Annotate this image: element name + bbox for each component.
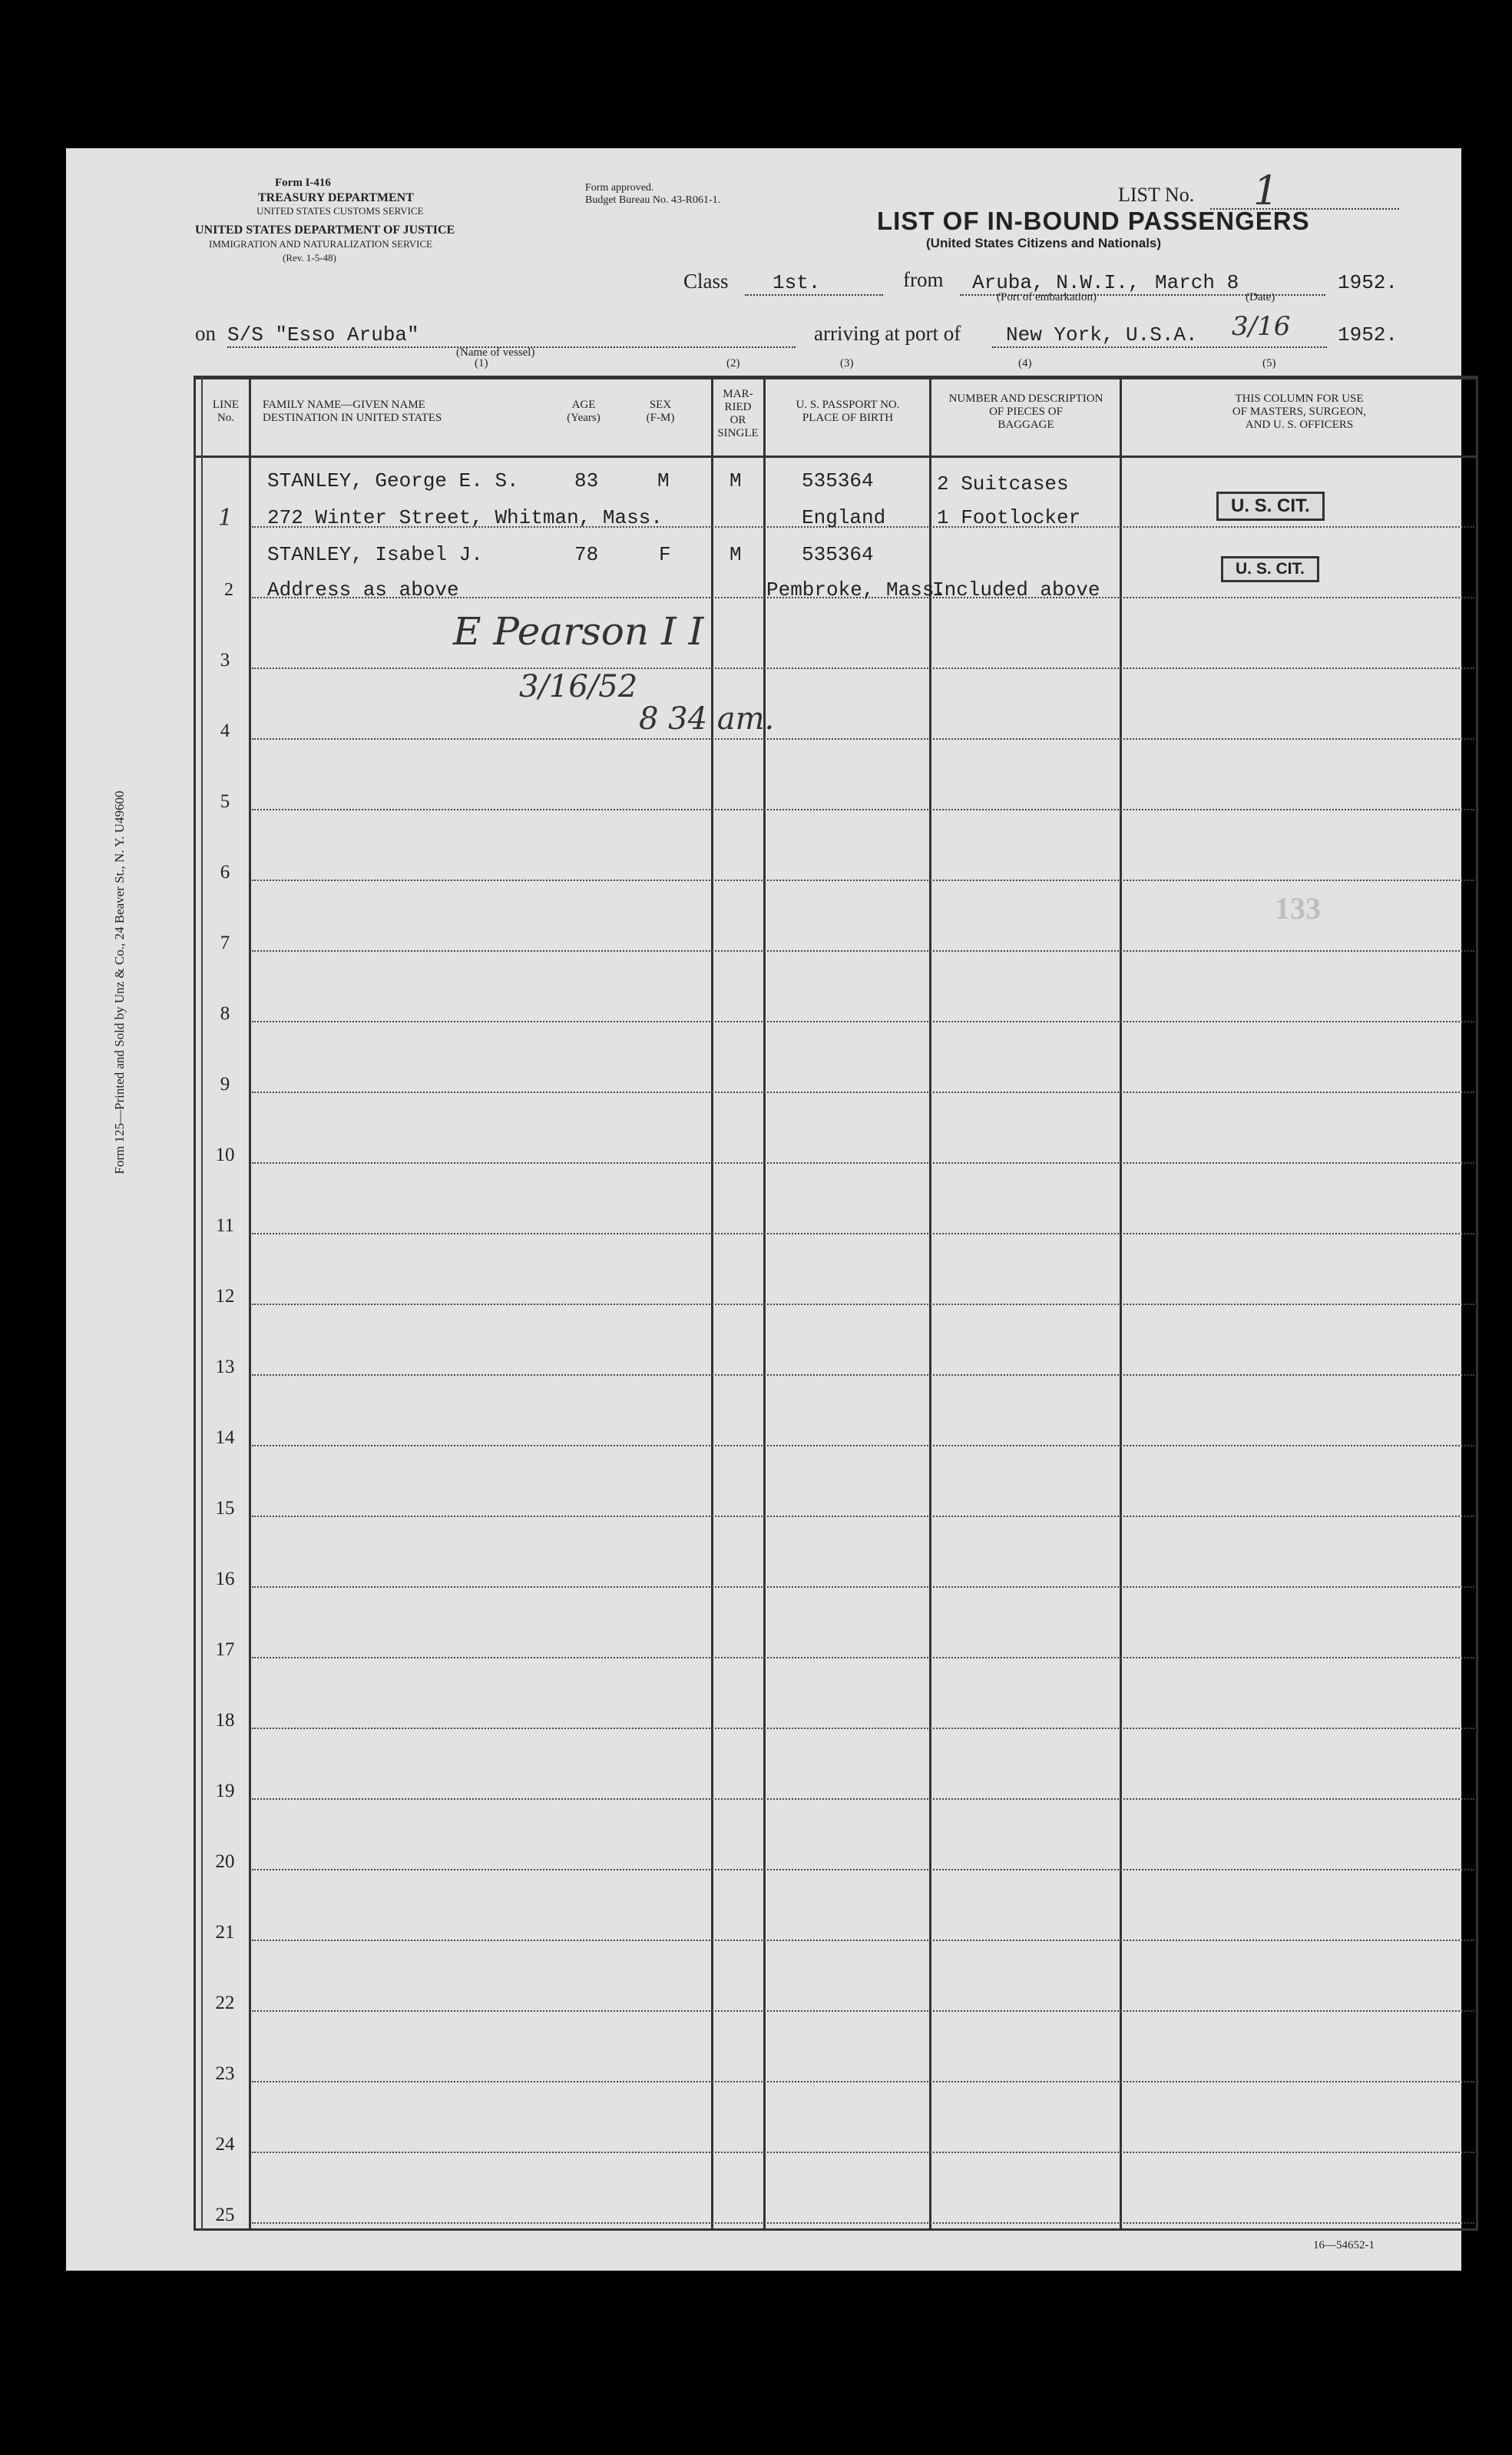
agency-line: UNITED STATES CUSTOMS SERVICE bbox=[256, 205, 424, 217]
header-name: FAMILY NAME—GIVEN NAME DESTINATION IN UNITED STATES bbox=[263, 399, 442, 424]
passenger-age: 83 bbox=[574, 469, 599, 492]
arrival-year: 1952. bbox=[1338, 323, 1398, 346]
row-rule bbox=[252, 2010, 1474, 2012]
handwritten-signature: E Pearson I I bbox=[453, 609, 704, 654]
row-rule bbox=[252, 668, 1474, 669]
row-rule bbox=[252, 1728, 1474, 1729]
list-no-value: 1 bbox=[1253, 168, 1279, 214]
row-rule bbox=[252, 1869, 1474, 1870]
passenger-birthplace: England bbox=[802, 506, 886, 529]
row-rule bbox=[252, 1233, 1474, 1234]
passenger-age: 78 bbox=[574, 543, 599, 566]
approval-line: Form approved. bbox=[585, 182, 654, 194]
header-line-no: LINE No. bbox=[212, 399, 240, 424]
row-rule bbox=[252, 1374, 1474, 1376]
row-number: 22 bbox=[215, 1993, 235, 2013]
row-rule bbox=[252, 880, 1474, 881]
header-married: MAR- RIED OR SINGLE bbox=[717, 388, 759, 439]
date-caption: (Date) bbox=[1246, 291, 1275, 303]
list-no-label: LIST No. bbox=[1118, 184, 1195, 206]
arrival-port: New York, U.S.A. bbox=[1006, 323, 1198, 346]
row-number: 21 bbox=[215, 1922, 235, 1943]
row-number: 15 bbox=[215, 1498, 235, 1519]
table-top-rule bbox=[194, 376, 1477, 379]
row-rule bbox=[252, 738, 1474, 740]
row-number: 20 bbox=[215, 1851, 235, 1872]
departure-date: March 8 bbox=[1155, 271, 1239, 294]
row-rule bbox=[252, 1021, 1474, 1022]
us-citizen-stamp: U. S. CIT. bbox=[1221, 556, 1319, 582]
row-rule bbox=[252, 2152, 1474, 2153]
class-label: Class bbox=[683, 270, 729, 293]
row-number: 16 bbox=[215, 1569, 235, 1589]
row-rule bbox=[252, 2222, 1474, 2224]
page-title: LIST OF IN-BOUND PASSENGERS bbox=[877, 207, 1310, 235]
row-rule bbox=[252, 809, 1474, 810]
table-bottom-rule bbox=[194, 2228, 1477, 2231]
from-label: from bbox=[903, 268, 944, 291]
agency-line: UNITED STATES DEPARTMENT OF JUSTICE bbox=[195, 224, 455, 237]
passenger-baggage-detail: 1 Footlocker bbox=[937, 506, 1081, 529]
handwritten-time: 8 34 am. bbox=[639, 701, 775, 737]
column-rule bbox=[1476, 376, 1478, 2231]
passenger-baggage: 2 Suitcases bbox=[937, 472, 1069, 495]
row-rule bbox=[252, 1304, 1474, 1305]
column-rule bbox=[194, 376, 196, 2231]
port-of-embarkation: Aruba, N.W.I., bbox=[972, 271, 1140, 294]
handwritten-date: 3/16/52 bbox=[519, 669, 638, 704]
passenger-married: M bbox=[730, 469, 742, 492]
passenger-sex: F bbox=[659, 543, 671, 566]
column-caption: (2) bbox=[726, 357, 740, 369]
approval-line: Budget Bureau No. 43-R061-1. bbox=[585, 194, 721, 206]
row-rule bbox=[252, 1092, 1474, 1093]
row-number: 17 bbox=[215, 1639, 235, 1660]
class-value: 1st. bbox=[773, 271, 821, 294]
column-rule bbox=[249, 376, 251, 2231]
header-age: AGE (Years) bbox=[567, 399, 600, 424]
passenger-destination: Address as above bbox=[267, 578, 459, 601]
row-rule bbox=[252, 1657, 1474, 1658]
on-label: on bbox=[195, 322, 216, 345]
row-rule bbox=[252, 2081, 1474, 2082]
row-rule bbox=[252, 950, 1474, 952]
arriving-label: arriving at port of bbox=[814, 322, 961, 345]
passenger-married: M bbox=[730, 543, 742, 566]
row-rule bbox=[252, 1516, 1474, 1517]
passenger-destination: 272 Winter Street, Whitman, Mass. bbox=[267, 506, 663, 529]
header-passport: U. S. PASSPORT NO. PLACE OF BIRTH bbox=[796, 399, 900, 424]
row-number: 9 bbox=[220, 1074, 230, 1095]
us-citizen-stamp: U. S. CIT. bbox=[1216, 492, 1325, 521]
header-officers: THIS COLUMN FOR USE OF MASTERS, SURGEON, AND U. S. OFFICERS bbox=[1232, 393, 1367, 431]
side-printer-text: Form 125—Printed and Sold by Unz & Co., 24 Beaver St., N. Y. U49600 bbox=[112, 790, 127, 1174]
row-number: 11 bbox=[215, 1215, 235, 1236]
row-number: 24 bbox=[215, 2134, 235, 2155]
row-rule bbox=[252, 1586, 1474, 1588]
row-number: 14 bbox=[215, 1427, 235, 1448]
row-number: 6 bbox=[220, 862, 230, 883]
column-caption: (3) bbox=[840, 357, 854, 369]
port-caption: (Port of embarkation) bbox=[997, 291, 1097, 303]
arrival-date: 3/16 bbox=[1232, 311, 1291, 342]
row-number: 2 bbox=[224, 580, 233, 600]
year: 1952. bbox=[1338, 271, 1398, 294]
passenger-sex: M bbox=[657, 469, 670, 492]
passenger-name: STANLEY, Isabel J. bbox=[267, 543, 483, 566]
passenger-passport: 535364 bbox=[802, 469, 874, 492]
row-number: 18 bbox=[215, 1710, 235, 1731]
passenger-birthplace: Pembroke, Mass. bbox=[766, 578, 947, 601]
column-caption: (5) bbox=[1262, 357, 1276, 369]
row-number: 13 bbox=[215, 1357, 235, 1377]
page-subtitle: (United States Citizens and Nationals) bbox=[926, 236, 1162, 250]
row-number: 25 bbox=[215, 2205, 235, 2225]
table-header-rule bbox=[194, 456, 1477, 458]
passenger-name: STANLEY, George E. S. bbox=[267, 469, 519, 492]
row-number: 23 bbox=[215, 2063, 235, 2084]
dotted-leader bbox=[745, 294, 883, 296]
vessel-caption: (Name of vessel) bbox=[456, 346, 535, 359]
dotted-leader bbox=[992, 346, 1327, 348]
document-page bbox=[66, 148, 1461, 2271]
row-rule bbox=[252, 1162, 1474, 1164]
row-rule bbox=[252, 1940, 1474, 1941]
row-number: 10 bbox=[215, 1145, 235, 1165]
row-number: 19 bbox=[215, 1781, 235, 1801]
passenger-passport: 535364 bbox=[802, 543, 874, 566]
row-rule bbox=[252, 1798, 1474, 1800]
passenger-baggage-detail: Included above bbox=[932, 578, 1100, 601]
agency-line: (Rev. 1-5-48) bbox=[283, 252, 336, 263]
row-number: 7 bbox=[220, 933, 230, 953]
row-number: 1 bbox=[218, 505, 233, 532]
header-baggage: NUMBER AND DESCRIPTION OF PIECES OF BAGGAGE bbox=[948, 393, 1103, 431]
row-number: 12 bbox=[215, 1286, 235, 1307]
page-stamp: 133 bbox=[1275, 891, 1321, 926]
agency-line: IMMIGRATION AND NATURALIZATION SERVICE bbox=[209, 238, 433, 250]
row-number: 8 bbox=[220, 1003, 230, 1024]
vessel-name: S/S "Esso Aruba" bbox=[227, 323, 419, 346]
agency-line: TREASURY DEPARTMENT bbox=[258, 191, 414, 204]
column-caption: (1) bbox=[475, 357, 488, 369]
column-caption: (4) bbox=[1018, 357, 1032, 369]
footer-code: 16—54652-1 bbox=[1313, 2239, 1375, 2251]
row-number: 3 bbox=[220, 650, 230, 671]
header-sex: SEX (F-M) bbox=[646, 399, 675, 424]
row-number: 5 bbox=[220, 791, 230, 812]
form-number: Form I-416 bbox=[275, 177, 331, 189]
row-number: 4 bbox=[220, 721, 230, 741]
row-rule bbox=[252, 1445, 1474, 1446]
